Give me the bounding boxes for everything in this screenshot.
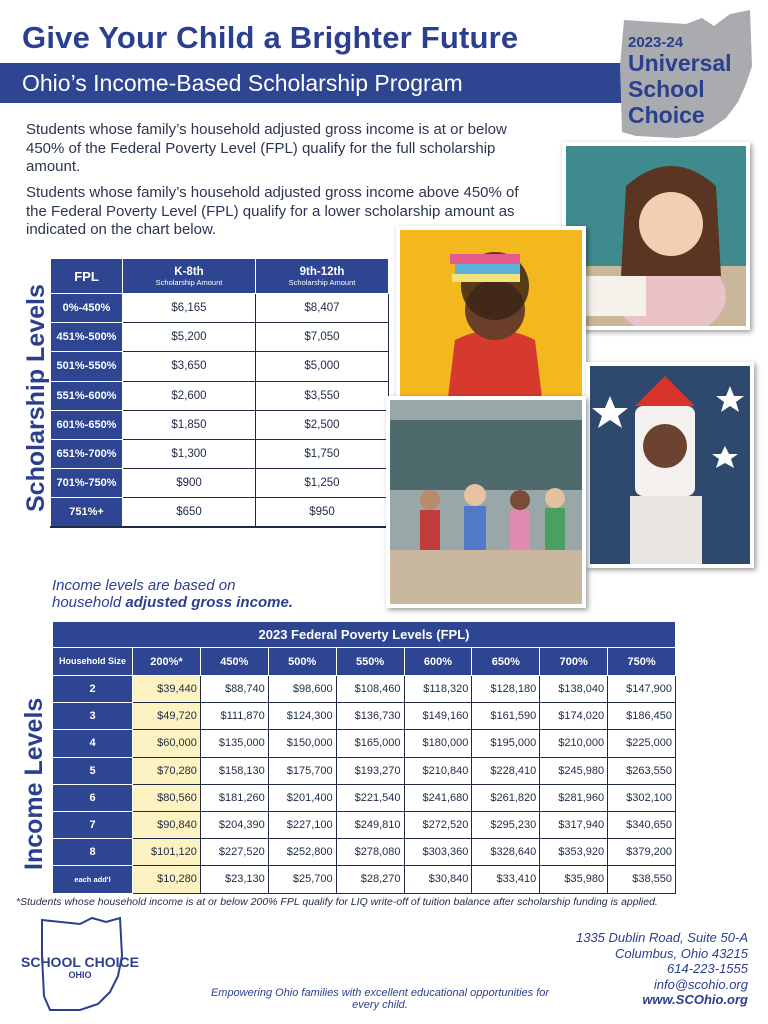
hs-cell: $5,000: [256, 352, 389, 381]
income-cell: $278,080: [336, 839, 404, 866]
income-cell: $108,460: [336, 676, 404, 703]
income-cell: $210,840: [404, 757, 472, 784]
table-row: [51, 352, 389, 381]
table-row: [51, 323, 389, 352]
income-cell: $128,180: [472, 676, 540, 703]
fpl-cell: 551%-600%: [51, 381, 123, 410]
income-cell: $90,840: [133, 811, 201, 838]
hs-cell: $1,250: [256, 469, 389, 498]
table-row: [51, 381, 389, 410]
fpl-cell: 701%-750%: [51, 469, 123, 498]
scholarship-levels-heading: Scholarship Levels: [22, 284, 50, 512]
income-cell: $161,590: [472, 703, 540, 730]
fpl-cell: 501%-550%: [51, 352, 123, 381]
income-cell: $124,300: [268, 703, 336, 730]
k8-cell: $2,600: [123, 381, 256, 410]
income-cell: $39,440: [133, 676, 201, 703]
household-size-cell: 6: [53, 784, 133, 811]
income-cell: $295,230: [472, 811, 540, 838]
income-cell: $111,870: [200, 703, 268, 730]
k8-cell: $5,200: [123, 323, 256, 352]
hs-header-label: 9th-12th: [299, 265, 345, 278]
household-size-cell: 2: [53, 676, 133, 703]
k8-cell: $1,850: [123, 410, 256, 439]
column-header: 600%: [404, 648, 472, 676]
income-cell: $174,020: [540, 703, 608, 730]
income-levels-heading: Income Levels: [20, 697, 48, 870]
footnote: *Students whose household income is at or below 200% FPL qualify for LIQ write-off of tuition balance after scholarship funding is applied.: [16, 896, 658, 908]
income-cell: $70,280: [133, 757, 201, 784]
badge-year: 2023-24: [628, 34, 684, 51]
income-cell: $118,320: [404, 676, 472, 703]
income-cell: $225,000: [608, 730, 676, 757]
income-cell: $135,000: [200, 730, 268, 757]
badge-line-3: Choice: [628, 102, 705, 128]
address-line-2: Columbus, Ohio 43215: [615, 945, 748, 961]
income-cell: $23,130: [200, 866, 268, 893]
income-cell: $30,840: [404, 866, 472, 893]
income-note-line-2: [52, 594, 293, 611]
hs-cell: $950: [256, 498, 389, 527]
income-cell: $165,000: [336, 730, 404, 757]
income-cell: $49,720: [133, 703, 201, 730]
intro-paragraph-1: Students whose family’s household adjusted gross income is at or below 450% of the Federal Poverty Level (FPL) qualify for the full scholarship amount.: [26, 121, 507, 175]
income-cell: $281,960: [540, 784, 608, 811]
column-header: 500%: [268, 648, 336, 676]
household-size-header: Household Size: [53, 648, 133, 676]
income-note-line-1: Income levels are based on: [52, 577, 236, 594]
table-row: [51, 439, 389, 468]
income-cell: $175,700: [268, 757, 336, 784]
income-cell: $245,980: [540, 757, 608, 784]
income-cell: $193,270: [336, 757, 404, 784]
k8-header-sub: Scholarship Amount: [155, 277, 223, 287]
income-cell: $147,900: [608, 676, 676, 703]
table-row: [53, 839, 676, 866]
hs-cell: $2,500: [256, 410, 389, 439]
income-cell: $33,410: [472, 866, 540, 893]
k8-cell: $650: [123, 498, 256, 527]
income-cell: $328,640: [472, 839, 540, 866]
hs-cell: $8,407: [256, 294, 389, 323]
income-cell: $28,270: [336, 866, 404, 893]
fpl-cell: 751%+: [51, 498, 123, 527]
k8-cell: $900: [123, 469, 256, 498]
household-size-cell: each add'l: [53, 866, 133, 893]
column-header: 550%: [336, 648, 404, 676]
income-cell: $35,980: [540, 866, 608, 893]
income-cell: $303,360: [404, 839, 472, 866]
table-row: [53, 757, 676, 784]
income-cell: $252,800: [268, 839, 336, 866]
table-row: [51, 410, 389, 439]
table-row: [53, 703, 676, 730]
address-line-1: 1335 Dublin Road, Suite 50-A: [575, 930, 748, 945]
website-link[interactable]: www.SCOhio.org: [642, 992, 748, 1007]
column-header: 650%: [472, 648, 540, 676]
table-row: [53, 866, 676, 893]
income-cell: $201,400: [268, 784, 336, 811]
household-size-cell: 8: [53, 839, 133, 866]
income-cell: $88,740: [200, 676, 268, 703]
income-cell: $272,520: [404, 811, 472, 838]
girl-with-books-image: [400, 230, 582, 422]
photo-kids-running: [386, 396, 586, 608]
column-header: 200%*: [133, 648, 201, 676]
column-header: 450%: [200, 648, 268, 676]
income-cell: $10,280: [133, 866, 201, 893]
fpl-cell: 451%-500%: [51, 323, 123, 352]
table-row: [51, 294, 389, 323]
logo-line-2: OHIO: [68, 970, 92, 980]
income-cell: $101,120: [133, 839, 201, 866]
income-table-body: [53, 676, 676, 894]
income-cell: $60,000: [133, 730, 201, 757]
table-row: [53, 811, 676, 838]
income-cell: $353,920: [540, 839, 608, 866]
k8-header: [123, 259, 256, 294]
page-subtitle: Ohio’s Income-Based Scholarship Program: [22, 70, 463, 96]
income-cell: $181,260: [200, 784, 268, 811]
table-row: [53, 676, 676, 703]
income-cell: $186,450: [608, 703, 676, 730]
badge-line-2: School: [628, 76, 705, 102]
badge-line-1: Universal: [628, 50, 732, 76]
table-row: [53, 784, 676, 811]
income-cell: $204,390: [200, 811, 268, 838]
household-size-cell: 5: [53, 757, 133, 784]
income-cell: $227,100: [268, 811, 336, 838]
income-cell: $340,650: [608, 811, 676, 838]
income-cell: $136,730: [336, 703, 404, 730]
fpl-cell: 601%-650%: [51, 410, 123, 439]
income-cell: $25,700: [268, 866, 336, 893]
photo-girl-at-desk: [562, 142, 750, 330]
income-cell: $261,820: [472, 784, 540, 811]
household-size-cell: 3: [53, 703, 133, 730]
income-cell: $158,130: [200, 757, 268, 784]
intro-paragraph-2: Students whose family’s household adjusted gross income above 450% of the Federal Poverty Level (FPL) qualify for a lower scholarship amount as indicated on the chart below.: [26, 184, 519, 238]
kids-running-image: [390, 400, 582, 604]
income-cell: $227,520: [200, 839, 268, 866]
email-link[interactable]: info@scohio.org: [653, 976, 748, 992]
income-table: [52, 621, 676, 894]
scholarship-table: [50, 258, 389, 528]
fpl-cell: 651%-700%: [51, 439, 123, 468]
income-cell: $98,600: [268, 676, 336, 703]
income-cell: $150,000: [268, 730, 336, 757]
k8-cell: $1,300: [123, 439, 256, 468]
column-header: 700%: [540, 648, 608, 676]
table-row: [51, 498, 389, 527]
fpl-cell: 0%-450%: [51, 294, 123, 323]
income-cell: $80,560: [133, 784, 201, 811]
income-cell: $263,550: [608, 757, 676, 784]
k8-header-label: K-8th: [174, 265, 204, 278]
hs-cell: $3,550: [256, 381, 389, 410]
contact-block: [576, 930, 748, 1008]
income-cell: $241,680: [404, 784, 472, 811]
fpl-header: FPL: [51, 259, 123, 294]
boy-astronaut-image: [590, 366, 750, 564]
income-cell: $195,000: [472, 730, 540, 757]
table-row: [53, 730, 676, 757]
income-cell: $302,100: [608, 784, 676, 811]
income-cell: $149,160: [404, 703, 472, 730]
page-title: Give Your Child a Brighter Future: [22, 20, 519, 55]
household-size-cell: 4: [53, 730, 133, 757]
income-cell: $38,550: [608, 866, 676, 893]
k8-cell: $3,650: [123, 352, 256, 381]
logo-line-1: SCHOOL CHOICE: [21, 954, 139, 970]
income-cell: $221,540: [336, 784, 404, 811]
photo-boy-astronaut: [586, 362, 754, 568]
hs-cell: $7,050: [256, 323, 389, 352]
hs-cell: $1,750: [256, 439, 389, 468]
income-cell: $138,040: [540, 676, 608, 703]
income-note-plain: household: [52, 594, 126, 611]
hs-header: [256, 259, 389, 294]
income-cell: $379,200: [608, 839, 676, 866]
column-header: 750%: [608, 648, 676, 676]
income-cell: $180,000: [404, 730, 472, 757]
household-size-cell: 7: [53, 811, 133, 838]
income-note-bold: adjusted gross income.: [125, 594, 293, 611]
income-note: [52, 577, 293, 611]
hs-header-sub: Scholarship Amount: [288, 277, 356, 287]
phone: 614-223-1555: [667, 961, 748, 976]
income-cell: $228,410: [472, 757, 540, 784]
income-table-title: 2023 Federal Poverty Levels (FPL): [53, 622, 676, 648]
k8-cell: $6,165: [123, 294, 256, 323]
tagline: Empowering Ohio families with excellent educational opportunities for every child.: [210, 987, 550, 1011]
income-cell: $210,000: [540, 730, 608, 757]
table-row: [51, 469, 389, 498]
income-cell: $249,810: [336, 811, 404, 838]
income-cell: $317,940: [540, 811, 608, 838]
girl-at-desk-image: [566, 146, 746, 326]
